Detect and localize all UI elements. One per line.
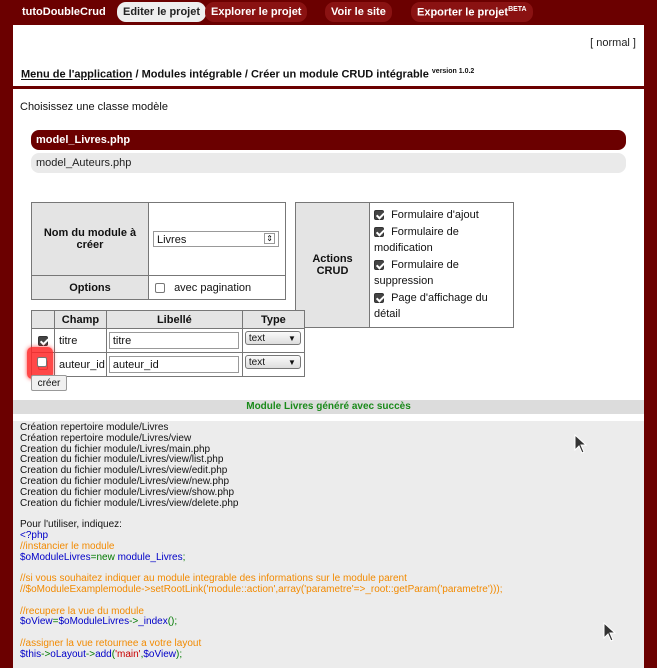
- mouse-cursor-icon: [574, 434, 588, 454]
- top-navigation: [0, 0, 657, 24]
- field-libelle-cell: [106, 353, 242, 377]
- log-segment: ->: [85, 648, 96, 660]
- field-type-cell: [242, 353, 304, 377]
- log-segment: add: [95, 648, 112, 660]
- log-segment: ,: [140, 648, 144, 660]
- field-libelle-value: titre: [112, 335, 132, 347]
- field-titre-libelle-input[interactable]: [109, 332, 239, 349]
- generation-log: [13, 421, 644, 668]
- log-line: [20, 585, 637, 596]
- log-line: [20, 617, 637, 628]
- field-type-cell: [242, 329, 304, 353]
- log-segment: ;: [182, 551, 186, 563]
- nav-label: Exporter le projet: [417, 6, 509, 19]
- crud-actions-label: Actions CRUD: [296, 203, 370, 328]
- success-banner: Module Livres généré avec succès: [13, 400, 644, 414]
- log-segment: module_Livres: [117, 551, 183, 563]
- log-segment: Pour l'utiliser, indiquez:: [20, 519, 122, 531]
- log-segment: Creation du fichier module/Livres/view/delete.php: [20, 497, 239, 509]
- log-segment: new: [96, 551, 118, 563]
- log-segment: ();: [167, 616, 178, 628]
- nav-label: Explorer le projet: [211, 6, 302, 18]
- log-segment: );: [176, 648, 183, 660]
- table-row: [32, 329, 305, 353]
- model-item-livres[interactable]: model_Livres.php: [31, 130, 626, 150]
- log-segment: (: [111, 648, 116, 660]
- nav-label: Editer le projet: [123, 6, 201, 18]
- log-segment: <?php: [20, 529, 49, 541]
- nav-voir-site[interactable]: [325, 2, 392, 22]
- create-button[interactable]: créer: [31, 375, 67, 391]
- field-auteur-libelle-input[interactable]: [109, 356, 239, 373]
- log-segment: ->: [129, 616, 139, 628]
- action-ajout: [374, 207, 509, 224]
- log-segment: Creation du fichier module/Livres/view/edit.php: [20, 465, 228, 477]
- field-titre-checkbox[interactable]: [38, 336, 48, 346]
- module-name-label: Nom du module à créer: [32, 203, 149, 276]
- spinner-icon[interactable]: ⇕: [266, 234, 273, 243]
- action-modification: [374, 224, 509, 257]
- log-segment: Creation du fichier module/Livres/view/new.php: [20, 475, 229, 487]
- log-segment: $oView: [20, 616, 53, 628]
- action-detail-checkbox[interactable]: [374, 293, 384, 303]
- action-ajout-checkbox[interactable]: [374, 210, 384, 220]
- fields-header-champ: Champ: [55, 311, 107, 329]
- nav-label: Voir le site: [331, 6, 386, 18]
- module-name-cell: [149, 203, 286, 276]
- module-name-input[interactable]: [153, 231, 279, 247]
- main-panel: [13, 25, 644, 668]
- log-segment: //instancier le module: [20, 540, 115, 552]
- log-segment: $oView: [143, 648, 176, 660]
- log-line: [20, 553, 637, 564]
- breadcrumb-path: / Modules intégrable / Créer un module CRUD intégrable: [132, 68, 429, 81]
- action-suppression-checkbox[interactable]: [374, 260, 384, 270]
- fields-header-type: Type: [242, 311, 304, 329]
- action-suppression: [374, 257, 509, 290]
- action-label: Formulaire d'ajout: [391, 209, 479, 221]
- log-segment: Creation du fichier module/Livres/view/show.php: [20, 486, 234, 498]
- field-type-value: text: [248, 333, 265, 344]
- pagination-cell: [149, 276, 286, 300]
- log-segment: Création repertoire module/Livres/view: [20, 432, 192, 444]
- pagination-label: avec pagination: [174, 281, 252, 294]
- field-titre-type-select[interactable]: [245, 331, 301, 345]
- log-segment: oLayout: [50, 648, 86, 660]
- log-segment: Creation du fichier module/Livres/main.php: [20, 443, 211, 455]
- log-segment: $this: [20, 648, 42, 660]
- fields-header-select: [32, 311, 55, 329]
- log-segment: =: [90, 551, 97, 563]
- dropdown-arrow-icon: ▼: [287, 334, 296, 343]
- version-label: version 1.0.2: [431, 68, 475, 75]
- log-line: [20, 650, 637, 661]
- app-brand[interactable]: tutoDoubleCrud: [22, 6, 106, 18]
- action-modification-checkbox[interactable]: [374, 227, 384, 237]
- breadcrumb-menu-link[interactable]: Menu de l'application: [21, 68, 133, 81]
- table-row: [32, 353, 305, 377]
- nav-exporter-projet[interactable]: [411, 2, 533, 22]
- view-mode-toggle[interactable]: [590, 37, 636, 49]
- log-segment: //recupere la vue du module: [20, 605, 144, 617]
- dropdown-arrow-icon: ▼: [287, 358, 296, 367]
- field-libelle-value: auteur_id: [112, 359, 159, 371]
- log-segment: //si vous souhaitez indiquer au module integrable des informations sur le module parent: [20, 573, 407, 585]
- log-segment: //assigner la vue retournee a votre layout: [20, 637, 202, 649]
- log-segment: $oModuleLivres: [58, 616, 130, 628]
- log-line: [20, 520, 637, 531]
- field-champ: titre: [55, 329, 107, 353]
- normal-link[interactable]: [ normal ]: [590, 37, 636, 49]
- nav-editer-projet[interactable]: [117, 2, 206, 22]
- nav-explorer-projet[interactable]: [205, 2, 307, 22]
- action-label: Page d'affichage du détail: [374, 291, 488, 320]
- model-prompt: Choisissez une classe modèle: [20, 101, 168, 113]
- action-label: Formulaire de suppression: [374, 258, 459, 287]
- module-name-value: Livres: [157, 234, 187, 246]
- field-type-value: text: [248, 357, 265, 368]
- model-item-auteurs[interactable]: model_Auteurs.php: [31, 153, 626, 173]
- log-line: [20, 499, 637, 510]
- log-segment: $oModuleLivres: [20, 551, 91, 563]
- crud-actions-table: [295, 202, 514, 328]
- options-label: Options: [32, 276, 149, 300]
- beta-badge: BETA: [508, 6, 527, 13]
- fields-table: [31, 310, 305, 377]
- module-name-table: [31, 202, 286, 300]
- fields-header-libelle: Libellé: [106, 311, 242, 329]
- crud-actions-list: [370, 203, 514, 328]
- action-label: Formulaire de modification: [374, 225, 459, 254]
- log-segment: Création repertoire module/Livres: [20, 422, 169, 433]
- highlighted-checkbox-icon[interactable]: [37, 357, 47, 367]
- divider: [13, 86, 644, 89]
- breadcrumb: [21, 68, 474, 81]
- log-segment: ->: [41, 648, 51, 660]
- field-champ: auteur_id: [55, 353, 107, 377]
- pagination-checkbox[interactable]: [155, 283, 165, 293]
- field-auteur-type-select[interactable]: [245, 355, 301, 369]
- mouse-cursor-icon: [603, 622, 617, 642]
- log-segment: Creation du fichier module/Livres/view/list.php: [20, 454, 224, 466]
- log-segment: 'main': [115, 648, 141, 660]
- field-libelle-cell: [106, 329, 242, 353]
- log-segment: =: [52, 616, 59, 628]
- log-segment: _index: [138, 616, 168, 628]
- log-segment: //$oModuleExamplemodule->setRootLink('module::action',array('parametre'=>_root::getParam('parametre')));: [20, 583, 503, 595]
- action-detail: [374, 290, 509, 323]
